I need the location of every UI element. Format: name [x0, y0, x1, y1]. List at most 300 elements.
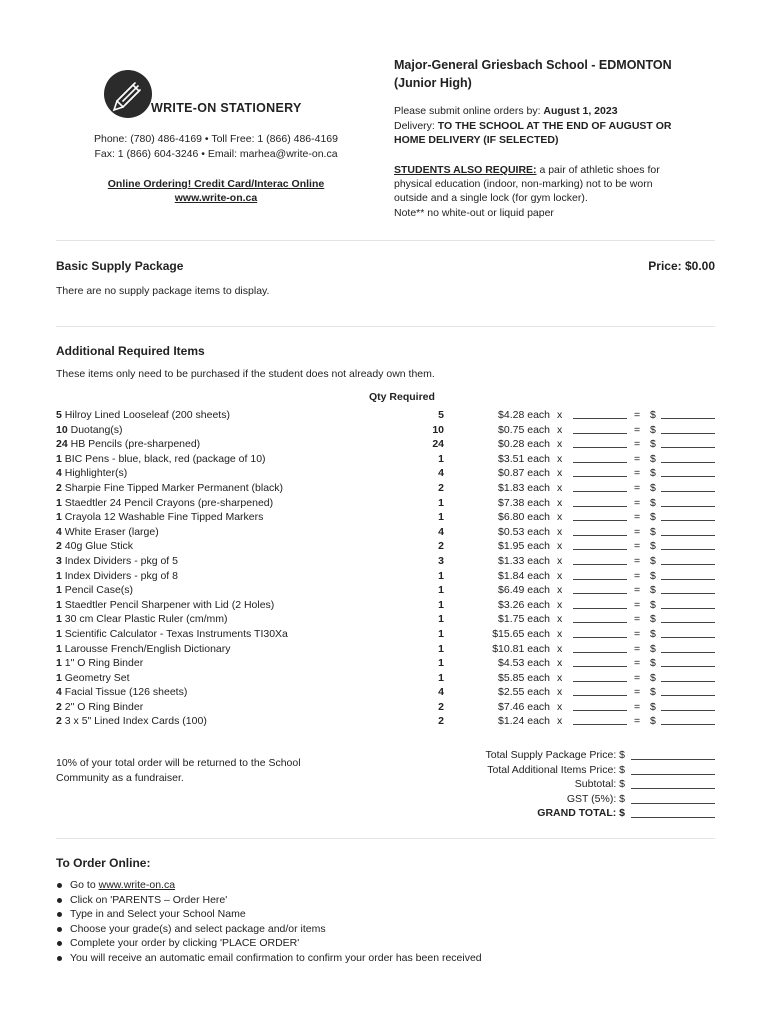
- amount-blank[interactable]: [661, 724, 715, 725]
- website-link[interactable]: www.write-on.ca: [174, 192, 258, 204]
- item-price: $10.81 each: [492, 642, 550, 655]
- dollar-symbol: $: [650, 671, 656, 684]
- bullet-icon: [57, 898, 62, 903]
- item-price: $15.65 each: [492, 627, 550, 640]
- step-text: Go to: [70, 879, 99, 891]
- times-symbol: x: [557, 540, 563, 553]
- item-qty: 24: [432, 438, 444, 451]
- item-description: [56, 423, 123, 438]
- item-count: 10: [56, 423, 68, 436]
- dollar-symbol: $: [650, 569, 656, 582]
- item-description: [56, 627, 288, 642]
- school-name-line2: (Junior High): [394, 76, 472, 90]
- item-row: [56, 700, 716, 715]
- item-name: Staedtler Pencil Sharpener with Lid (2 Holes): [64, 598, 275, 611]
- item-name: Scientific Calculator - Texas Instruments TI30Xa: [64, 627, 288, 640]
- item-description: [56, 612, 228, 627]
- dollar-symbol: $: [650, 715, 656, 728]
- times-symbol: x: [557, 642, 563, 655]
- item-name: 1" O Ring Binder: [64, 657, 144, 670]
- item-qty: 10: [432, 423, 444, 436]
- item-price: $0.87 each: [498, 467, 550, 480]
- item-description: [56, 569, 178, 584]
- quantity-blank[interactable]: [573, 491, 627, 492]
- delivery-label: Delivery:: [394, 120, 438, 132]
- item-name: Hilroy Lined Looseleaf (200 sheets): [64, 409, 230, 421]
- fundraiser-note: [56, 756, 356, 786]
- equals-symbol: =: [634, 423, 641, 436]
- total-row: [420, 792, 715, 807]
- amount-blank[interactable]: [661, 462, 715, 463]
- times-symbol: x: [557, 409, 563, 421]
- equals-symbol: =: [634, 438, 641, 451]
- item-qty: 4: [438, 686, 444, 699]
- item-name: 30 cm Clear Plastic Ruler (cm/mm): [64, 613, 228, 626]
- total-blank[interactable]: [631, 759, 715, 760]
- item-name: Sharpie Fine Tipped Marker Permanent (black): [64, 481, 284, 494]
- item-name: Facial Tissue (126 sheets): [64, 686, 188, 699]
- times-symbol: x: [557, 569, 563, 582]
- basic-package-title: Basic Supply Package: [56, 259, 184, 273]
- item-count: 5: [56, 409, 62, 421]
- brand-logo: [104, 70, 324, 118]
- bullet-icon: [57, 941, 62, 946]
- quantity-blank[interactable]: [573, 579, 627, 580]
- equals-symbol: =: [634, 686, 641, 699]
- item-description: [56, 583, 133, 598]
- equals-symbol: =: [634, 700, 641, 713]
- item-count: 1: [56, 569, 62, 582]
- times-symbol: x: [557, 627, 563, 640]
- item-row: [56, 642, 716, 657]
- item-name: Duotang(s): [70, 423, 123, 436]
- item-price: $3.26 each: [498, 598, 550, 611]
- times-symbol: x: [557, 715, 563, 728]
- item-row: [56, 583, 716, 598]
- bullet-icon: [57, 912, 62, 917]
- quantity-blank[interactable]: [573, 681, 627, 682]
- item-qty: 4: [438, 525, 444, 538]
- dollar-symbol: $: [650, 686, 656, 699]
- item-price: $1.24 each: [498, 715, 550, 728]
- item-name: Crayola 12 Washable Fine Tipped Markers: [64, 511, 264, 524]
- items-list: [56, 408, 716, 729]
- item-price: $1.84 each: [498, 569, 550, 582]
- item-count: 4: [56, 525, 62, 538]
- item-name: Geometry Set: [64, 671, 130, 684]
- amount-blank[interactable]: [661, 418, 715, 419]
- step-text: Type in and Select your School Name: [70, 908, 246, 921]
- quantity-blank[interactable]: [573, 564, 627, 565]
- times-symbol: x: [557, 554, 563, 567]
- item-name: 3 x 5" Lined Index Cards (100): [64, 715, 207, 728]
- school-name: [394, 56, 734, 92]
- item-price: $0.28 each: [498, 438, 550, 451]
- fundraiser-line1: 10% of your total order will be returned to the School: [56, 757, 301, 769]
- amount-blank[interactable]: [661, 710, 715, 711]
- times-symbol: x: [557, 438, 563, 451]
- amount-blank[interactable]: [661, 549, 715, 550]
- step-text: You will receive an automatic email confirmation to confirm your order has been received: [70, 951, 482, 964]
- basic-package-empty: There are no supply package items to display.: [56, 285, 270, 297]
- item-name: Staedtler 24 Pencil Crayons (pre-sharpened): [64, 496, 274, 509]
- submit-date: August 1, 2023: [543, 105, 618, 117]
- quantity-blank[interactable]: [573, 506, 627, 507]
- dollar-symbol: $: [650, 481, 656, 494]
- equals-symbol: =: [634, 598, 641, 611]
- item-count: 1: [56, 613, 62, 626]
- basic-package-price: Price: $0.00: [648, 259, 715, 273]
- times-symbol: x: [557, 613, 563, 626]
- dollar-symbol: $: [650, 642, 656, 655]
- item-name: 2" O Ring Binder: [64, 700, 144, 713]
- quantity-blank[interactable]: [573, 535, 627, 536]
- item-name: Highlighter(s): [64, 467, 128, 480]
- fundraiser-line2: Community as a fundraiser.: [56, 772, 184, 784]
- item-name: Index Dividers - pkg of 8: [64, 569, 178, 582]
- item-price: $1.75 each: [498, 613, 550, 626]
- item-qty: 1: [438, 598, 444, 611]
- amount-blank[interactable]: [661, 593, 715, 594]
- item-count: 2: [56, 715, 62, 728]
- dollar-symbol: $: [650, 627, 656, 640]
- bullet-icon: [57, 883, 62, 888]
- amount-blank[interactable]: [661, 652, 715, 653]
- total-row: [420, 763, 715, 778]
- amount-blank[interactable]: [661, 608, 715, 609]
- item-price: $7.46 each: [498, 700, 550, 713]
- item-description: [56, 481, 283, 496]
- quantity-blank[interactable]: [573, 666, 627, 667]
- item-description: [56, 408, 230, 423]
- item-qty: 1: [438, 569, 444, 582]
- total-blank[interactable]: [631, 803, 715, 804]
- delivery-line2: HOME DELIVERY (IF SELECTED): [394, 134, 559, 146]
- item-price: $1.33 each: [498, 554, 550, 567]
- quantity-blank[interactable]: [573, 652, 627, 653]
- quantity-blank[interactable]: [573, 593, 627, 594]
- total-row: [420, 806, 715, 821]
- quantity-blank[interactable]: [573, 695, 627, 696]
- total-label: Total Additional Items Price: $: [487, 763, 625, 776]
- times-symbol: x: [557, 467, 563, 480]
- times-symbol: x: [557, 686, 563, 699]
- dollar-symbol: $: [650, 423, 656, 436]
- equals-symbol: =: [634, 569, 641, 582]
- dollar-symbol: $: [650, 657, 656, 670]
- total-row: [420, 748, 715, 763]
- online-ordering-label: Online Ordering! Credit Card/Interac Online: [107, 178, 325, 190]
- item-qty: 5: [438, 409, 444, 421]
- item-row: [56, 452, 716, 467]
- item-qty: 2: [438, 481, 444, 494]
- item-name: White Eraser (large): [64, 525, 159, 538]
- equals-symbol: =: [634, 409, 641, 421]
- item-row: [56, 437, 716, 452]
- item-name: Larousse French/English Dictionary: [64, 642, 231, 655]
- equals-symbol: =: [634, 481, 641, 494]
- pencil-logo-icon: [104, 70, 152, 118]
- item-price: $7.38 each: [498, 496, 550, 509]
- item-count: 4: [56, 686, 62, 699]
- amount-blank[interactable]: [661, 622, 715, 623]
- item-count: 1: [56, 671, 62, 684]
- item-description: [56, 598, 274, 613]
- item-price: $6.80 each: [498, 511, 550, 524]
- item-name: BIC Pens - blue, black, red (package of 10): [64, 452, 266, 465]
- item-row: [56, 685, 716, 700]
- order-step: [56, 907, 706, 922]
- total-row: [420, 777, 715, 792]
- times-symbol: x: [557, 584, 563, 597]
- times-symbol: x: [557, 511, 563, 524]
- also-require-line1: a pair of athletic shoes for: [536, 164, 660, 176]
- item-price: $2.55 each: [498, 686, 550, 699]
- total-blank[interactable]: [631, 774, 715, 775]
- item-description: [56, 714, 207, 729]
- equals-symbol: =: [634, 467, 641, 480]
- item-count: 1: [56, 452, 62, 465]
- item-row: [56, 569, 716, 584]
- order-step: [56, 951, 706, 966]
- item-description: [56, 437, 200, 452]
- item-qty: 1: [438, 511, 444, 524]
- amount-blank[interactable]: [661, 433, 715, 434]
- order-step: [56, 893, 706, 908]
- item-row: [56, 656, 716, 671]
- equals-symbol: =: [634, 715, 641, 728]
- item-row: [56, 481, 716, 496]
- item-name: Index Dividers - pkg of 5: [64, 554, 178, 567]
- item-count: 2: [56, 540, 62, 553]
- times-symbol: x: [557, 700, 563, 713]
- total-label: Total Supply Package Price: $: [485, 749, 625, 761]
- amount-blank[interactable]: [661, 476, 715, 477]
- item-qty: 1: [438, 496, 444, 509]
- item-count: 24: [56, 438, 68, 451]
- amount-blank[interactable]: [661, 637, 715, 638]
- item-count: 1: [56, 627, 62, 640]
- dollar-symbol: $: [650, 613, 656, 626]
- item-description: [56, 525, 159, 540]
- item-row: [56, 539, 716, 554]
- divider: [56, 326, 715, 327]
- item-row: [56, 612, 716, 627]
- quantity-blank[interactable]: [573, 724, 627, 725]
- dollar-symbol: $: [650, 438, 656, 451]
- quantity-blank[interactable]: [573, 447, 627, 448]
- item-count: 2: [56, 700, 62, 713]
- quantity-blank[interactable]: [573, 637, 627, 638]
- item-description: [56, 554, 178, 569]
- times-symbol: x: [557, 671, 563, 684]
- total-label: Subtotal: $: [574, 778, 625, 791]
- equals-symbol: =: [634, 613, 641, 626]
- item-qty: 1: [438, 613, 444, 626]
- quantity-blank[interactable]: [573, 608, 627, 609]
- delivery-line1: TO THE SCHOOL AT THE END OF AUGUST OR: [437, 120, 672, 132]
- total-label: GST (5%): $: [566, 792, 625, 805]
- item-row: [56, 714, 716, 729]
- item-price: $3.51 each: [498, 452, 550, 465]
- amount-blank[interactable]: [661, 564, 715, 565]
- order-step: [56, 878, 706, 893]
- amount-blank[interactable]: [661, 447, 715, 448]
- item-row: [56, 627, 716, 642]
- item-qty: 1: [438, 584, 444, 597]
- also-require-label: STUDENTS ALSO REQUIRE:: [394, 164, 537, 176]
- times-symbol: x: [557, 481, 563, 494]
- item-row: [56, 671, 716, 686]
- times-symbol: x: [557, 423, 563, 436]
- dollar-symbol: $: [650, 540, 656, 553]
- item-price: $4.53 each: [498, 657, 550, 670]
- item-count: 1: [56, 584, 62, 597]
- quantity-blank[interactable]: [573, 462, 627, 463]
- amount-blank[interactable]: [661, 491, 715, 492]
- item-qty: 3: [438, 554, 444, 567]
- additional-items-title: Additional Required Items: [56, 344, 205, 358]
- times-symbol: x: [557, 496, 563, 509]
- item-row: [56, 598, 716, 613]
- item-row: [56, 554, 716, 569]
- times-symbol: x: [557, 525, 563, 538]
- equals-symbol: =: [634, 496, 641, 509]
- item-count: 1: [56, 642, 62, 655]
- submit-label: Please submit online orders by:: [394, 105, 544, 117]
- item-row: [56, 423, 716, 438]
- dollar-symbol: $: [650, 584, 656, 597]
- times-symbol: x: [557, 452, 563, 465]
- note: Note** no white-out or liquid paper: [394, 207, 554, 219]
- item-count: 1: [56, 511, 62, 524]
- contact-fax-email: Fax: 1 (866) 604-3246 • Email: marhea@write-on.ca: [94, 148, 338, 160]
- amount-blank[interactable]: [661, 666, 715, 667]
- item-description: [56, 510, 263, 525]
- dollar-symbol: $: [650, 452, 656, 465]
- item-description: [56, 539, 133, 554]
- item-description: [56, 700, 143, 715]
- quantity-blank[interactable]: [573, 549, 627, 550]
- qty-required-header: Qty Required: [369, 391, 435, 403]
- equals-symbol: =: [634, 671, 641, 684]
- item-count: 1: [56, 598, 62, 611]
- website-link[interactable]: www.write-on.ca: [98, 879, 176, 891]
- divider: [56, 240, 715, 241]
- quantity-blank[interactable]: [573, 433, 627, 434]
- additional-items-subtitle: These items only need to be purchased if the student does not already own them.: [56, 368, 435, 380]
- step-text: Click on 'PARENTS – Order Here': [70, 893, 228, 906]
- order-online-title: To Order Online:: [56, 856, 151, 870]
- equals-symbol: =: [634, 627, 641, 640]
- item-count: 1: [56, 657, 62, 670]
- bullet-icon: [57, 927, 62, 932]
- dollar-symbol: $: [650, 554, 656, 567]
- delivery-info: [394, 119, 734, 134]
- dollar-symbol: $: [650, 496, 656, 509]
- times-symbol: x: [557, 657, 563, 670]
- item-name: HB Pencils (pre-sharpened): [70, 438, 201, 451]
- item-qty: 4: [438, 467, 444, 480]
- equals-symbol: =: [634, 540, 641, 553]
- item-qty: 1: [438, 657, 444, 670]
- item-name: Pencil Case(s): [64, 584, 134, 597]
- item-qty: 1: [438, 452, 444, 465]
- total-blank[interactable]: [631, 788, 715, 789]
- submit-deadline: [394, 104, 734, 119]
- item-description: [56, 642, 231, 657]
- item-count: 1: [56, 496, 62, 509]
- quantity-blank[interactable]: [573, 710, 627, 711]
- item-description: [56, 685, 187, 700]
- dollar-symbol: $: [650, 525, 656, 538]
- item-count: 3: [56, 554, 62, 567]
- equals-symbol: =: [634, 554, 641, 567]
- item-price: $1.95 each: [498, 540, 550, 553]
- item-price: $6.49 each: [498, 584, 550, 597]
- also-require-line3: outside and a single lock (for gym locker).: [394, 192, 588, 204]
- school-name-line1: Major-General Griesbach School - EDMONTON: [394, 58, 672, 72]
- amount-blank[interactable]: [661, 579, 715, 580]
- item-price: $1.83 each: [498, 481, 550, 494]
- item-row: [56, 496, 716, 511]
- bullet-icon: [57, 956, 62, 961]
- item-description: [56, 496, 273, 511]
- amount-blank[interactable]: [661, 506, 715, 507]
- item-description: [56, 466, 127, 481]
- also-require: [394, 163, 734, 178]
- quantity-blank[interactable]: [573, 476, 627, 477]
- equals-symbol: =: [634, 452, 641, 465]
- quantity-blank[interactable]: [573, 418, 627, 419]
- equals-symbol: =: [634, 584, 641, 597]
- item-count: 4: [56, 467, 62, 480]
- dollar-symbol: $: [650, 511, 656, 524]
- item-row: [56, 408, 716, 423]
- item-qty: 1: [438, 627, 444, 640]
- item-price: $0.75 each: [498, 423, 550, 436]
- amount-blank[interactable]: [661, 535, 715, 536]
- equals-symbol: =: [634, 525, 641, 538]
- item-qty: 2: [438, 540, 444, 553]
- dollar-symbol: $: [650, 598, 656, 611]
- brand-name: WRITE-ON STATIONERY: [151, 101, 302, 115]
- item-name: 40g Glue Stick: [64, 540, 134, 553]
- amount-blank[interactable]: [661, 695, 715, 696]
- item-qty: 1: [438, 642, 444, 655]
- divider: [56, 838, 715, 839]
- dollar-symbol: $: [650, 700, 656, 713]
- item-description: [56, 671, 130, 686]
- total-blank[interactable]: [631, 817, 715, 818]
- item-price: $4.28 each: [498, 409, 550, 421]
- contact-phone: Phone: (780) 486-4169 • Toll Free: 1 (866) 486-4169: [94, 133, 338, 145]
- order-steps-list: [56, 878, 706, 966]
- equals-symbol: =: [634, 642, 641, 655]
- totals-block: [420, 748, 715, 821]
- item-description: [56, 452, 266, 467]
- also-require-line2: physical education (indoor, non-marking) not to be worn: [394, 178, 653, 190]
- amount-blank[interactable]: [661, 681, 715, 682]
- quantity-blank[interactable]: [573, 622, 627, 623]
- amount-blank[interactable]: [661, 520, 715, 521]
- item-description: [56, 656, 143, 671]
- equals-symbol: =: [634, 511, 641, 524]
- item-row: [56, 510, 716, 525]
- step-text: Complete your order by clicking 'PLACE ORDER': [70, 937, 300, 950]
- item-qty: 1: [438, 671, 444, 684]
- quantity-blank[interactable]: [573, 520, 627, 521]
